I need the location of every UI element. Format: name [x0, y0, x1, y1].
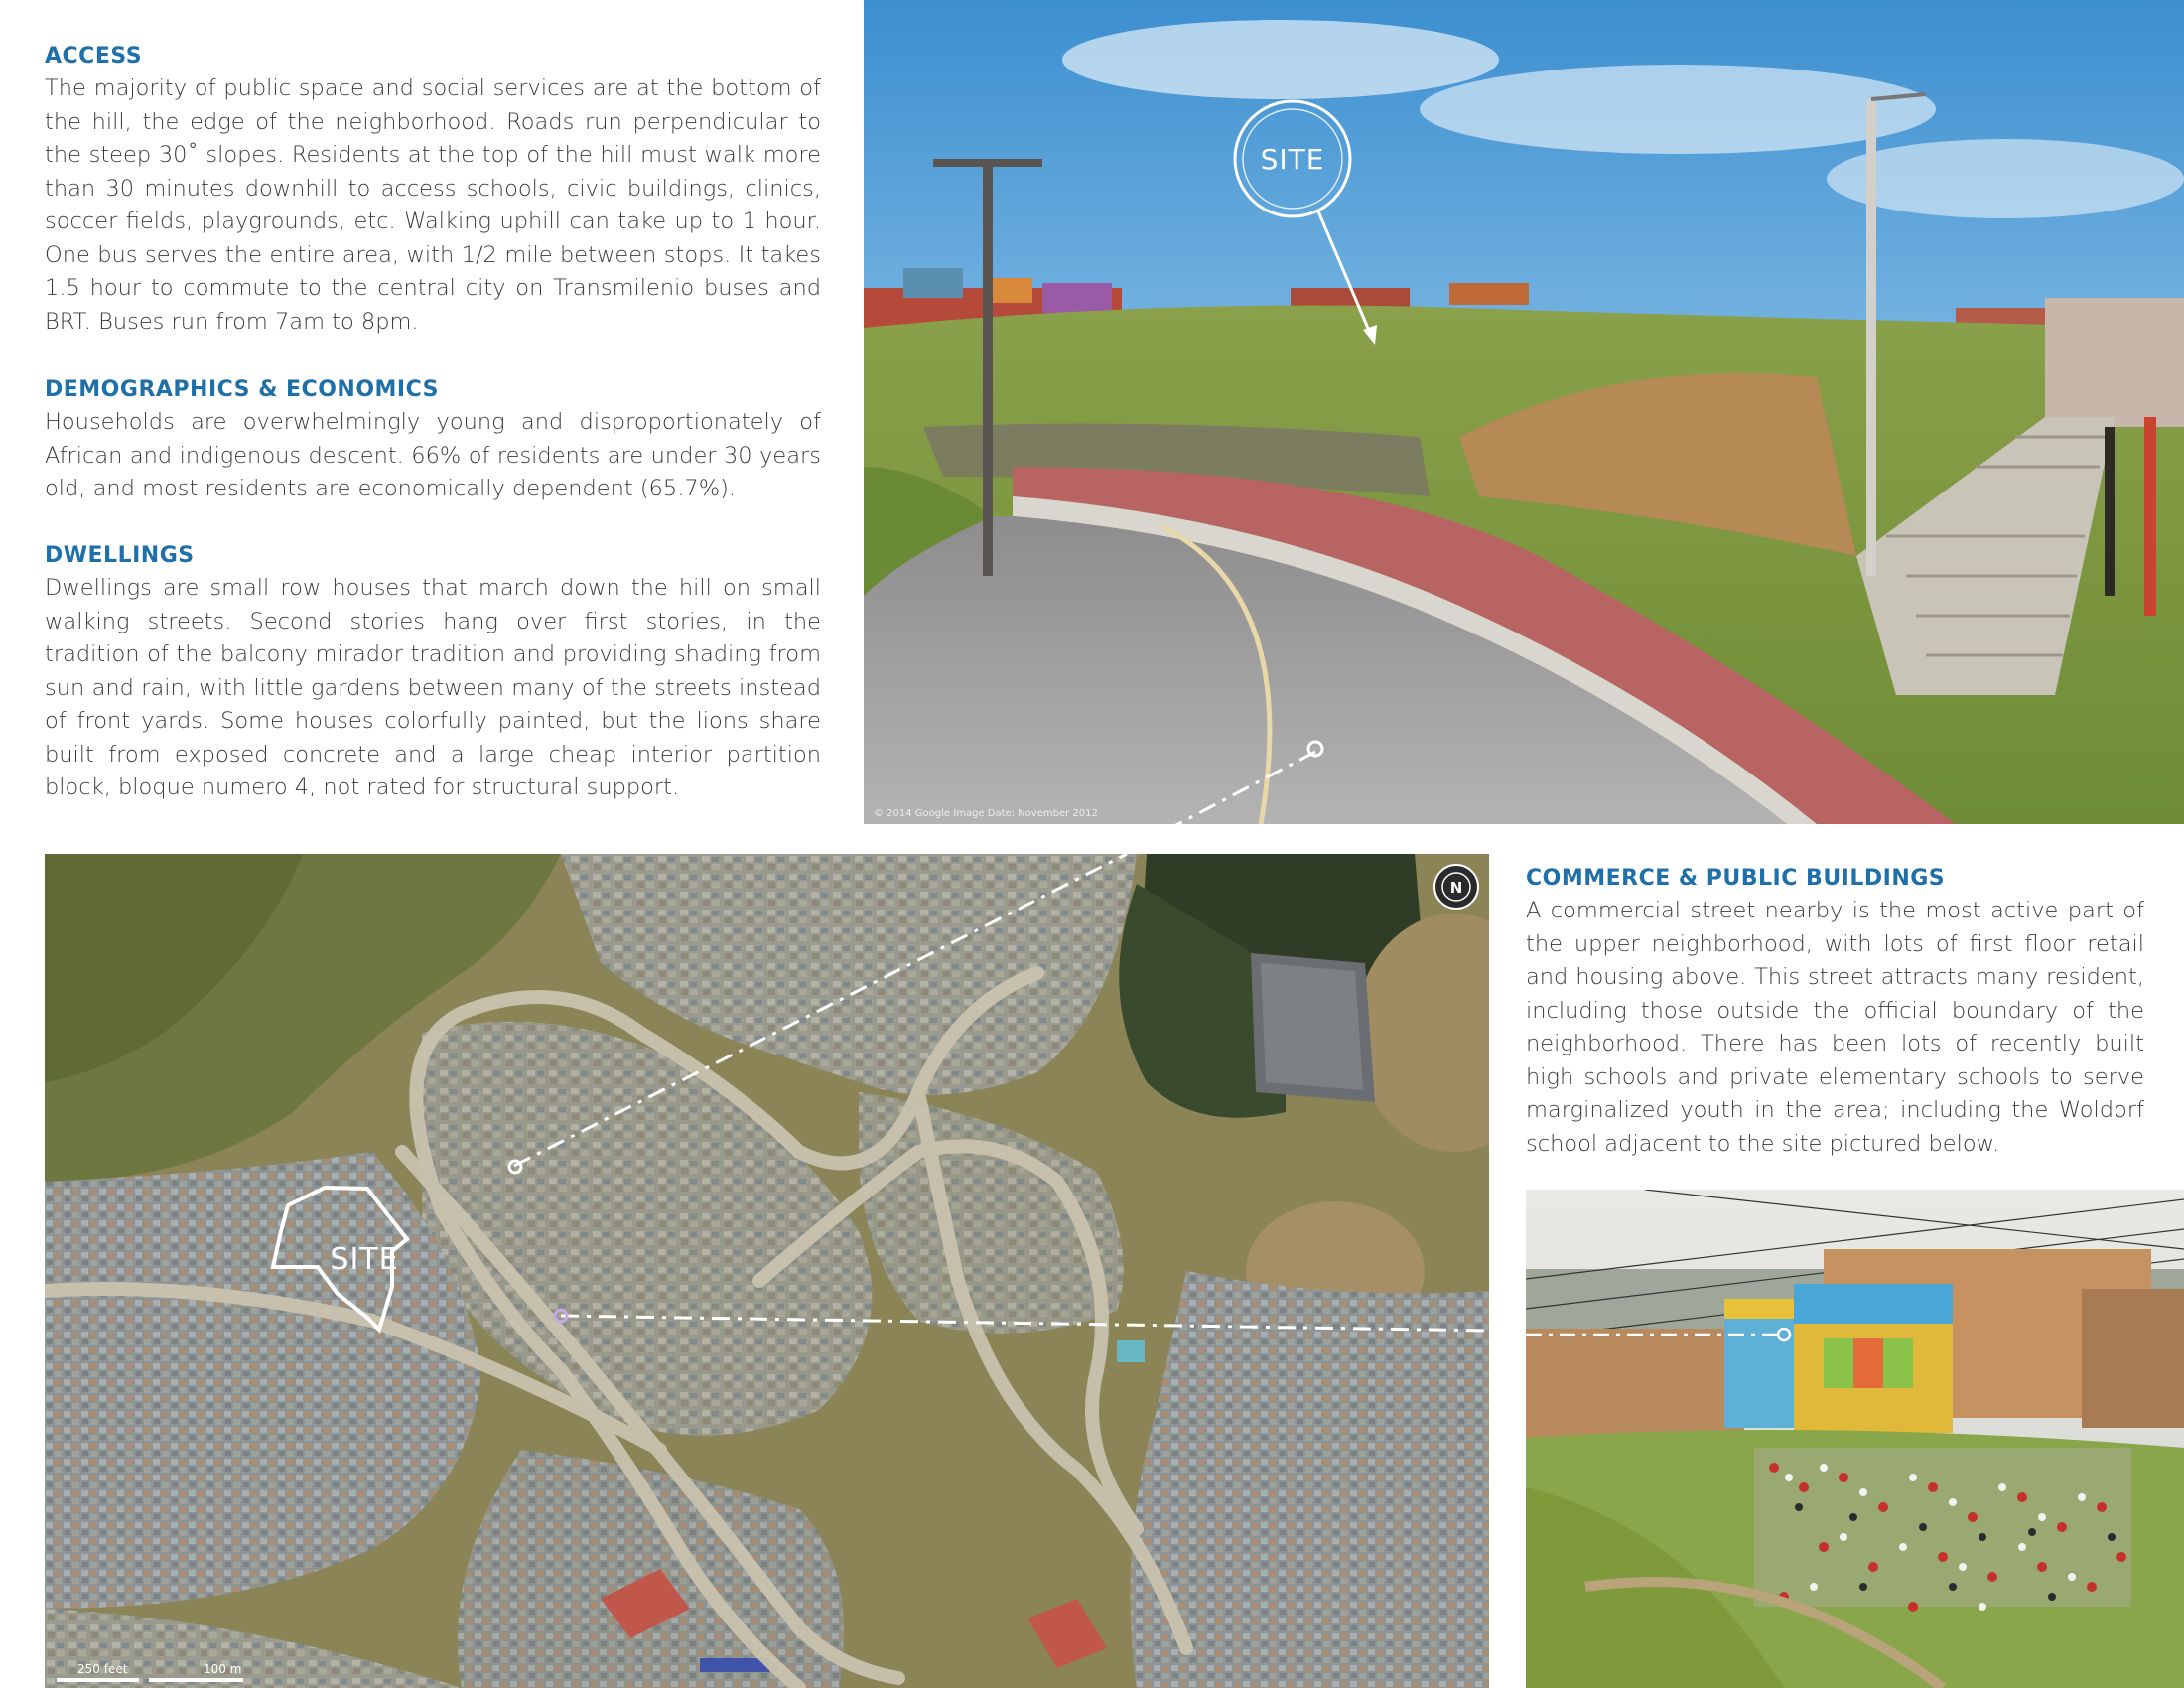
commerce-body: A commercial street nearby is the most active part of the upper neighborhood, with lots of first floor retail and housing above. This street attracts many resident, including those outside the official boundary of the neighborhood. There has been lots of recently built high schools and private elementary schools to serve marginalized youth in the area; including the Woldorf school adjacent to the site pictured below. [1526, 898, 2144, 1157]
dwellings-section [45, 543, 821, 805]
street-photo-credit: © 2014 Google Image Date: November 2012 [874, 808, 1098, 819]
access-body: The majority of public space and social services are at the bottom of the hill, the edge of the neighborhood. Roads run perpendicular to the steep 30˚ slopes. Residents at the top of the hill must walk more than 30 minutes downhill to access schools, civic buildings, clinics, soccer fields, playgrounds, etc. Walking uphill can take up to 1 hour. One bus serves the entire area, with 1/2 mile between stops. It takes 1.5 hour to commute to the central city on Transmilenio buses and BRT. Buses run from 7am to 8pm. [45, 75, 821, 335]
map-site-label: SITE [330, 1242, 399, 1277]
school-photo [1526, 1190, 2184, 1688]
access-section [45, 44, 821, 339]
aerial-map [45, 854, 1489, 1688]
commerce-section [1526, 866, 2144, 1161]
scale-feet: 250 feet [77, 1662, 128, 1676]
street-view-photo [864, 0, 2184, 824]
compass-icon: N [1449, 879, 1463, 897]
demographics-section [45, 377, 821, 506]
street-photo-site-label: SITE [1260, 143, 1325, 176]
dwellings-body: Dwellings are small row houses that march down the hill on small walking streets. Second stories hang over first stories, in the tradition of the balcony mirador tradition and providing shading from sun and rain, with little gardens between many of the streets instead of front yards. Some houses colorfully painted, but the lions share built from exposed concrete and a large cheap interior partition block, bloque numero 4, not rated for structural support. [45, 575, 821, 800]
dwellings-heading: DWELLINGS [45, 543, 195, 568]
demographics-body: Households are overwhelmingly young and disproportionately of African and indigenous descent. 66% of residents are under 30 years old, and most residents are economically dependent (65.7%). [45, 409, 821, 501]
scale-meters: 100 m [204, 1662, 242, 1676]
commerce-heading: COMMERCE & PUBLIC BUILDINGS [1526, 866, 1946, 891]
demographics-heading: DEMOGRAPHICS & ECONOMICS [45, 377, 439, 402]
access-heading: ACCESS [45, 44, 143, 69]
